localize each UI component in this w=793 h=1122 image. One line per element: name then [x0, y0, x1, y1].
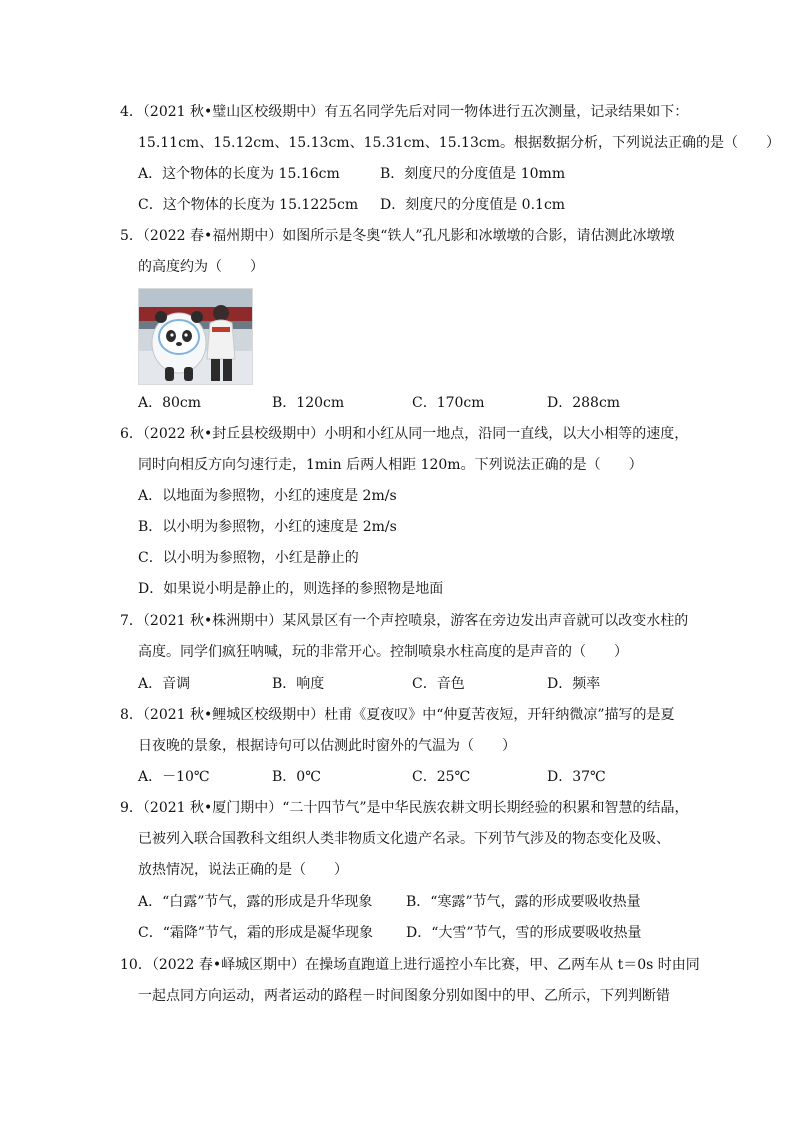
q9-option-c: C．“霜降”节气，霜的形成是凝华现象: [138, 925, 374, 941]
q4-stem-line2: 15.11cm、15.12cm、15.13cm、15.31cm、15.13cm。根据数据分析，下列说法正确的是（ ）: [138, 135, 780, 151]
bing-dwen-dwen-mascot-photo-icon: [138, 288, 253, 385]
q6-option-c: C．以小明为参照物，小红是静止的: [138, 550, 359, 566]
q10-stem-line2: 一起点同方向运动，两者运动的路程－时间图象分别如图中的甲、乙所示，下列判断错: [138, 988, 670, 1004]
q9-option-a: A．“白露”节气，露的形成是升华现象: [138, 894, 373, 910]
q9-option-d: D．“大雪”节气，雪的形成要吸收热量: [406, 925, 642, 941]
q7-stem-line2: 高度。同学们疯狂呐喊，玩的非常开心。控制喷泉水柱高度的是声音的（ ）: [138, 644, 628, 660]
q7-option-a: A．音调: [138, 676, 191, 692]
q6-option-a: A．以地面为参照物，小红的速度是 2m/s: [138, 488, 397, 504]
q7-option-d: D．频率: [547, 676, 601, 692]
q5-option-b: B．120cm: [272, 395, 345, 411]
q8-option-b: B．0℃: [272, 769, 321, 785]
mascot-photo-drawing: [139, 289, 252, 384]
q9-stem-line2: 已被列入联合国教科文组织人类非物质文化遗产名录。下列节气涉及的物态变化及吸、: [138, 831, 670, 847]
q8-option-a: A．－10℃: [138, 769, 210, 785]
q8-option-d: D．37℃: [547, 769, 606, 785]
q4-stem-line1: 4．（2021 秋•璧山区校级期中）有五名同学先后对同一物体进行五次测量，记录结果如下：: [120, 104, 689, 120]
q8-option-c: C．25℃: [412, 769, 471, 785]
q8-stem-line1: 8．（2021 秋•鲤城区校级期中）杜甫《夏夜叹》中“仲夏苦夜短，开轩纳微凉”描写的是夏: [120, 707, 675, 723]
q5-option-d: D．288cm: [547, 395, 621, 411]
q6-stem-line2: 同时向相反方向匀速行走，1min 后两人相距 120m。下列说法正确的是（ ）: [138, 457, 643, 473]
q5-stem-line2: 的高度约为（ ）: [138, 259, 264, 275]
q7-option-b: B．响度: [272, 676, 325, 692]
q8-stem-line2: 日夜晚的景象，根据诗句可以估测此时窗外的气温为（ ）: [138, 738, 516, 754]
q4-option-b: B．刻度尺的分度值是 10mm: [380, 166, 566, 182]
q10-stem-line1: 10．（2022 春•峄城区期中）在操场直跑道上进行遥控小车比赛，甲、乙两车从 t＝0s 时由同: [120, 957, 700, 973]
q4-option-d: D．刻度尺的分度值是 0.1cm: [380, 197, 566, 213]
q5-option-c: C．170cm: [412, 395, 485, 411]
q6-option-d: D．如果说小明是静止的，则选择的参照物是地面: [138, 581, 444, 597]
q7-stem-line1: 7．（2021 秋•株洲期中）某风景区有一个声控喷泉，游客在旁边发出声音就可以改变水柱的: [120, 613, 689, 629]
q6-stem-line1: 6．（2022 秋•封丘县校级期中）小明和小红从同一地点，沿同一直线，以大小相等的速度，: [120, 426, 689, 442]
q5-option-a: A．80cm: [138, 395, 202, 411]
q6-option-b: B．以小明为参照物，小红的速度是 2m/s: [138, 519, 397, 535]
q4-option-c: C．这个物体的长度为 15.1225cm: [138, 197, 359, 213]
q4-option-a: A．这个物体的长度为 15.16cm: [138, 166, 340, 182]
q9-stem-line3: 放热情况，说法正确的是（ ）: [138, 862, 348, 878]
q7-option-c: C．音色: [412, 676, 465, 692]
q9-option-b: B．“寒露”节气，露的形成要吸收热量: [406, 894, 641, 910]
q5-stem-line1: 5．（2022 春•福州期中）如图所示是冬奥“铁人”孔凡影和冰墩墩的合影，请估测此冰墩墩: [120, 228, 675, 244]
q9-stem-line1: 9．（2021 秋•厦门期中）“二十四节气”是中华民族农耕文明长期经验的积累和智慧的结晶，: [120, 800, 689, 816]
